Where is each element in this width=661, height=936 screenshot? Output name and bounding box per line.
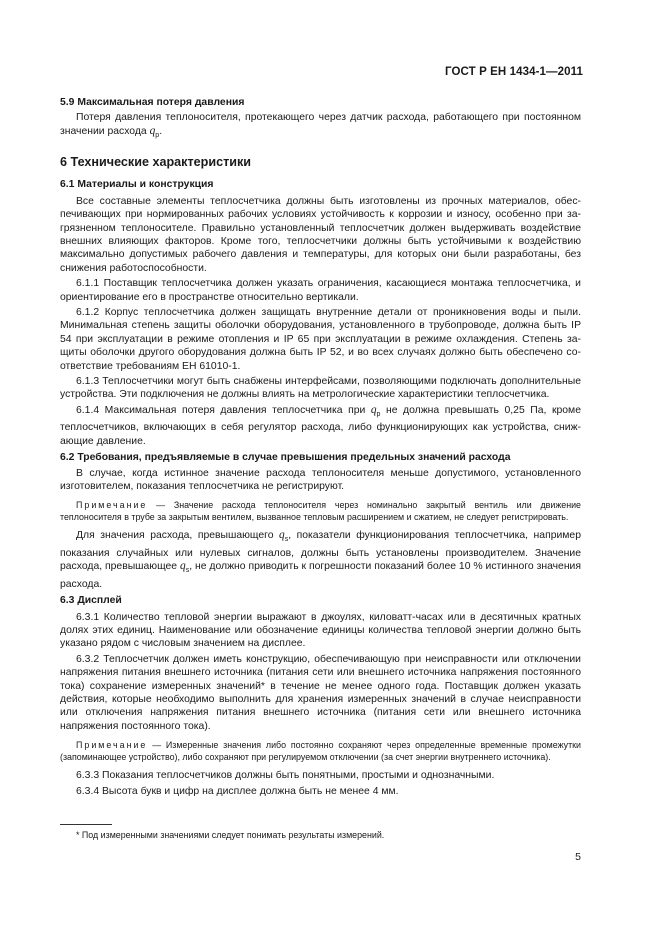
clause-6-3-4: 6.3.4 Высота букв и цифр на дисплее должна быть не менее 4 мм. — [76, 785, 399, 797]
clause-6-1-2: 6.1.2 Корпус теплосчетчика должен защищать внутренние детали от проникновения воды и пыли. Минимальная степень защиты оболочки оборудования, установленного в трубопроводе, должна быть IP 54 при эксплуатации в режиме отопления и IP 65 при эксплуатации в режиме охлаждения. Степень защиты оболочки другого оборудования должна быть IP 52, и во всех случаях должно быть обеспечено соответствие требованиям ЕН 61010-1. — [60, 306, 581, 372]
section-5-9-heading: 5.9 Максимальная потеря давления — [60, 97, 245, 108]
section-6-1-heading: 6.1 Материалы и конструкция — [60, 179, 214, 191]
clause-6-1-1: 6.1.1 Поставщик теплосчетчика должен указать ограничения, касающиеся монтажа теплосчетчика, и ориентирование его в пространстве относительно вертикали. — [60, 278, 581, 303]
section-6-2-note: Примечание — Значение расхода теплоносителя через номинально закрытый вентиль или движение теплоносителя в трубе за закрытым вентилем, вызванное тепловым расширением и сжатием, не следует регистрировать. — [60, 500, 581, 523]
clause-6-3-3: 6.3.3 Показания теплосчетчиков должны быть понятными, простыми и однозначными. — [76, 770, 495, 782]
section-6-2-paragraph-1: В случае, когда истинное значение расхода теплоносителя меньше допустимого, установленного изготовителем, показания теплосчетчика не регистрируют. — [60, 467, 581, 492]
section-6-heading: 6 Технические характеристики — [60, 155, 252, 170]
section-6-3-heading: 6.3 Дисплей — [60, 595, 122, 607]
clause-6-3-2: 6.3.2 Теплосчетчик должен иметь конструкцию, обеспечивающую при неисправности или отключении напряжения питания внешнего источника (питания сети или внешнего источника напряжения постоянного тока) сохранение измеренных значений* в течение не менее одного года. Поставщик должен указать действия, которые необходимо выполнить для хранения измеренных значений в случае неисправности или отключения напряжения питания внешнего источника (питания сети или внешнего источника напряжения постоянного тока). — [60, 653, 581, 732]
section-6-1-paragraph: Все составные элементы теплосчетчика должны быть изготовлены из прочных материалов, обеспечивающих при нормированных рабочих условиях устойчивость к коррозии и износу, особенно при загрязненном теплоносителе. Правильно установленный теплосчетчик должен выдерживать воздействие внешних влияющих факторов. Кроме того, теплосчетчики должны быть устойчивыми к воздействию максимально допустимых рабочего давления и температуры, для которых они были разработаны, без снижения работоспособности. — [60, 195, 581, 274]
clause-6-1-3: 6.1.3 Теплосчетчики могут быть снабжены интерфейсами, позволяющими подключать дополнительные устройства. Эти подключения не должны влиять на метрологические характеристики теплосчетчика. — [60, 375, 581, 401]
clause-6-3-1: 6.3.1 Количество тепловой энергии выражают в джоулях, киловатт-часах или в десятичных кратных долях этих единиц. Наименование или обозначение единицы количества тепловой энергии должно быть указано рядом с числовым значением на дисплее. — [60, 611, 581, 650]
footnote-divider — [60, 824, 112, 825]
document-id-header: ГОСТ Р ЕН 1434-1—2011 — [445, 66, 583, 78]
clause-6-1-4: 6.1.4 Максимальная потеря давления теплосчетчика при $q_p$ не должна превышать 0,25 Па, кроме теплосчетчиков, включающих в себя регулятор расхода, либо функционирующих как устройства, снижающие давление. — [60, 403, 581, 447]
section-6-3-note: Примечание — Измеренные значения либо постоянно сохраняют через определенные временные промежутки (запоминающее устройство), либо сохраняют при регулируемом отключении (за счет энергии внутреннего источника). — [60, 740, 581, 763]
footnote: * Под измеренными значениями следует понимать результаты измерений. — [76, 830, 385, 840]
page-number: 5 — [575, 851, 581, 863]
section-5-9-text: Потеря давления теплоносителя, протекающего через датчик расхода, работающего при постоянном значении расхода $q_p$. — [60, 112, 581, 139]
document-body — [60, 96, 581, 798]
section-6-2-heading: 6.2 Требования, предъявляемые в случае превышения предельных значений расхода — [60, 452, 511, 464]
section-6-2-paragraph-2: Для значения расхода, превышающего $q_s$, показатели функционирования теплосчетчика, например показания случайных или нулевых сигналов, должны быть установлены производителем. Значение расхода, превышающее $q_s$, не должно приводить к погрешности показаний более 10 % истинного значения расхода. — [60, 529, 581, 590]
